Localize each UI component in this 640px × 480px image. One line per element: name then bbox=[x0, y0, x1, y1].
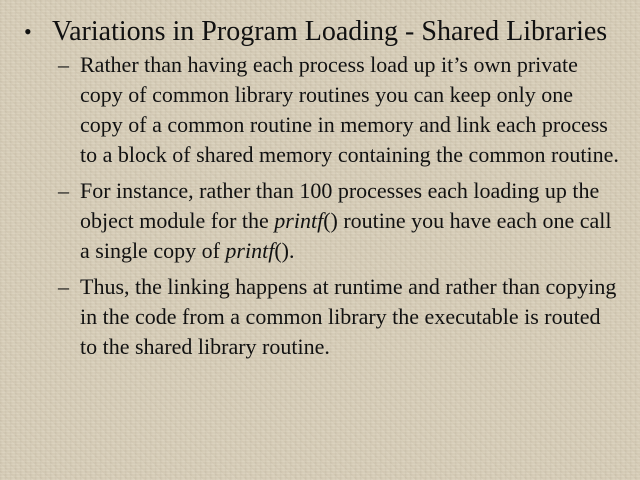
title-bullet-item bbox=[0, 14, 640, 49]
sub-bullet-text: Thus, the linking happens at runtime and rather than copying in the code from a common library the executable is routed to the shared library routine. bbox=[80, 274, 617, 359]
bullet-icon: • bbox=[24, 19, 32, 44]
sub-bullet-runtime-linking bbox=[0, 272, 640, 362]
dash-icon: – bbox=[58, 178, 69, 203]
function-name: printf bbox=[274, 208, 324, 233]
sub-bullet-list bbox=[0, 50, 640, 362]
dash-icon: – bbox=[58, 52, 69, 77]
sub-bullet-text: Rather than having each process load up it’s own private copy of common library routines you can keep only one copy of a common routine in memory and link each process to a block of shared memory containing the common routine. bbox=[80, 52, 619, 167]
sub-bullet-printf-example bbox=[0, 176, 640, 266]
sub-bullet-text-part2: () routine you have each one call a single copy of bbox=[80, 208, 612, 263]
dash-icon: – bbox=[58, 274, 69, 299]
sub-bullet-text-part1: For instance, rather than 100 processes each loading up the object module for the bbox=[80, 178, 600, 233]
sub-bullet-text-part3: (). bbox=[274, 238, 295, 263]
function-name: printf bbox=[225, 238, 275, 263]
sub-bullet-shared-memory bbox=[0, 50, 640, 170]
slide-heading: Variations in Program Loading - Shared Libraries bbox=[52, 16, 608, 47]
